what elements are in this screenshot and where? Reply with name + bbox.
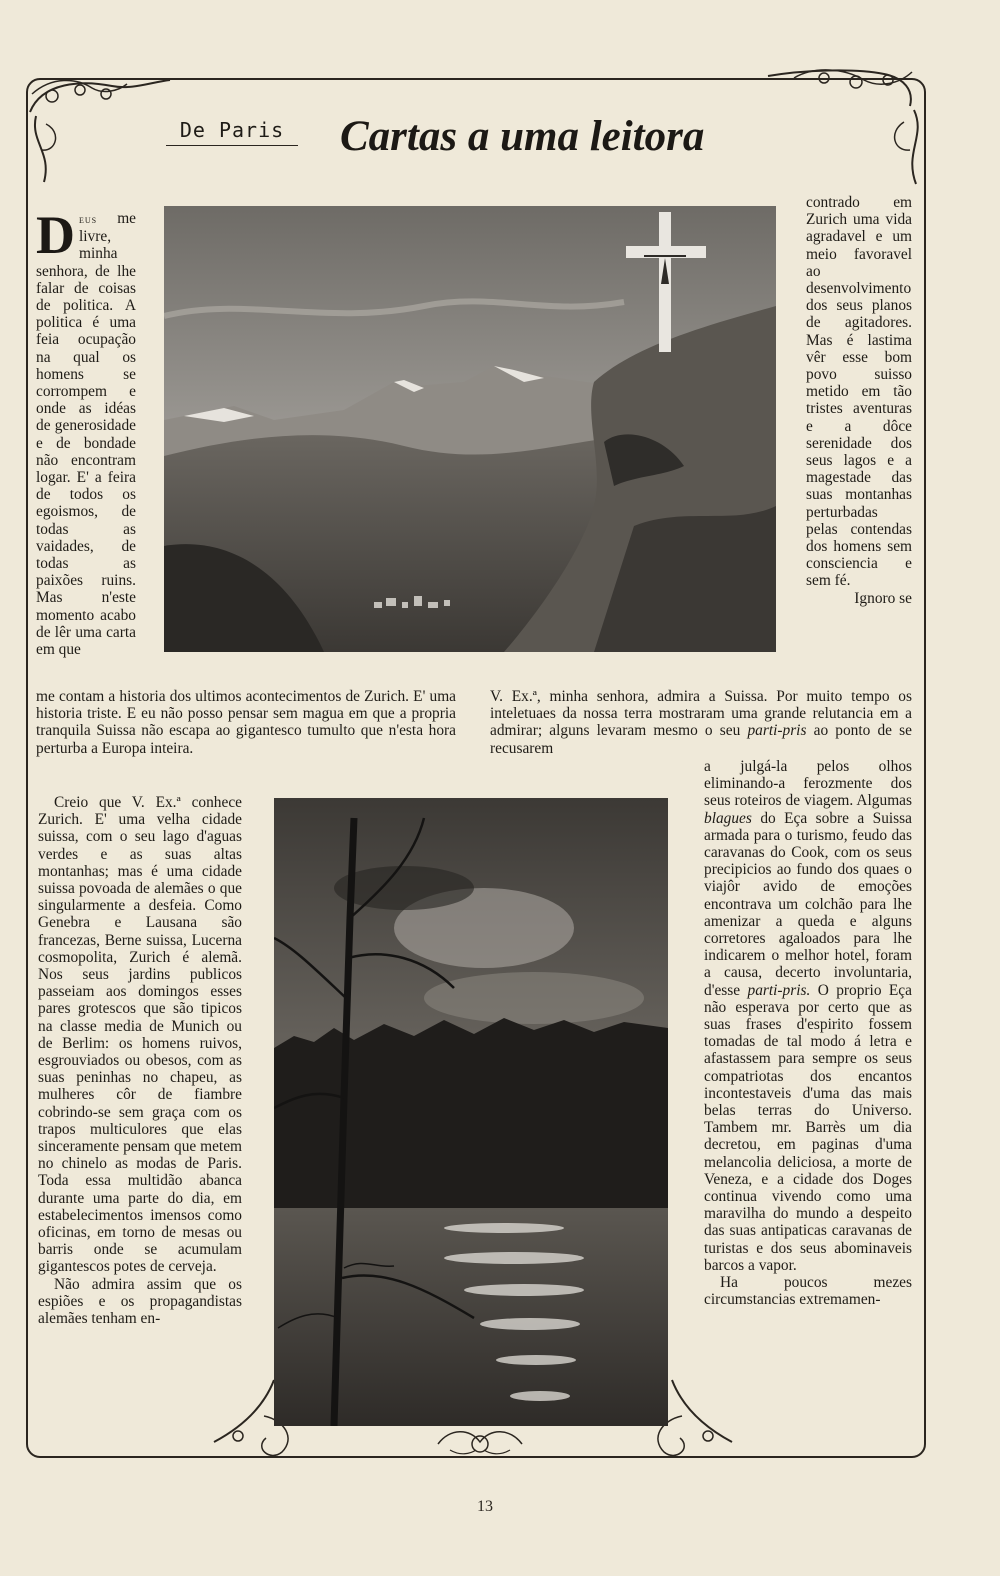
emphasis-parti-pris-2: parti-pris. — [747, 981, 811, 999]
bottom-ornament-center — [430, 1424, 530, 1460]
drop-cap: D — [36, 205, 75, 265]
article-title: Cartas a uma leitora — [340, 113, 705, 160]
paragraph-zurich-agitators: contrado em Zurich uma vida agradavel e um meio favoravel ao desenvolvimento dos seus planos de agitadores. Mas é lastima vêr esse bom povo suisso metido em tão tristes aventuras e a dôce serenidade dos seus lagos e a magestade das suas montanhas perturbadas pelas contendas dos homens sem consciencia e sem fé. — [806, 194, 912, 590]
column-right-bottom — [704, 758, 912, 1309]
column-left-top — [36, 205, 136, 659]
paragraph-zurich-events: me contam a historia dos ultimos acontecimentos de Zurich. E' uma historia triste. E eu não posso pensar sem magua em que a propria tranquila Suissa não escapa ao gigantesco tumulto que n'esta hora perturba a Europa inteira. — [36, 688, 456, 757]
column-left-bottom — [38, 794, 242, 1327]
paragraph-admira-suissa: V. Ex.ª, minha senhora, admira a Suissa. Por muito tempo os inteletuaes da nossa terra mostraram uma grande relutancia em a admirar; alguns levaram mesmo o seu parti-pris ao ponto de se recusarem — [490, 688, 912, 757]
corner-ornament-top-left — [22, 72, 172, 192]
page-number: 13 — [477, 1498, 493, 1515]
intro-smallcaps: eus — [79, 212, 98, 226]
cross-mountain-illustration — [164, 206, 776, 652]
paragraph-julga-la: a julgá-la pelos olhos eliminando-a ferozmente dos seus roteiros de viagem. Algumas blagues do Eça sobre a Suissa armada para o turismo, feudo das caravanas do Cook, com os seus precipicios ao fundo dos quaes o viajôr avido de emoções encontrava um colchão para lhe amenizar a queda e alguns corretores agaloados para lhe indicarem o melhor hotel, foram a causa, decerto involuntaria, d'esse parti-pris. O proprio Eça não esperava por certo que as suas frases d'espirito fossem tomadas de tal modo á letra e afastassem para sempre os seus compatriotas dos encantos incontestaveis d'uma das mais belas terras do Universo. Tambem mr. Barrès um dia decretou, em paginas d'uma melancolia deliciosa, a morte de Veneza, e a cidade dos Doges continua vivendo como uma maravilha do mundo a despeito das suas antipaticas caravanas de turistas e dos seus abominaveis barcos a vapor. — [704, 758, 912, 1274]
paragraph-ha-poucos: Ha poucos mezes circumstancias extremamen- — [704, 1274, 912, 1309]
column-mid-left — [36, 688, 456, 757]
emphasis-parti-pris: parti-pris — [747, 722, 807, 740]
paragraph-nao-admira: Não admira assim que os espiões e os propagandistas alemães tenham en- — [38, 1275, 242, 1328]
cross-mountain-photo — [164, 206, 776, 652]
emphasis-blagues: blagues — [704, 809, 752, 827]
intro-text: me livre, minha senhora, de lhe falar de coisas de politica. A politica é uma feia ocupação na qual os homens se corrompem e onde as idéas de generosidade e de bondade não encontram logar. E' a feira de todos os egoismos, de todas as vaidades, de todas as paixões ruins. Mas n'este momento acabo de lêr uma carta em que — [36, 210, 136, 659]
paragraph-ignoro: Ignoro se — [854, 589, 912, 607]
paragraph-intro — [36, 205, 136, 659]
paragraph-creio: Creio que V. Ex.ª conhece Zurich. E' uma velha cidade suissa, com o seu lago d'aguas verdes e as suas altas montanhas; mas é uma cidade suissa povoada de alemães o que singularmente a desfeia. Como Genebra e Lausana são francezas, Berne suissa, Lucerna cosmopolita, Zurich é alemã. Nos seus jardins publicos passeiam aos domingos esses pares grotescos que são tipicos na classe media de Munich ou de Berlim: os homens ruivos, esgrouviados ou obesos, com as suas peninhas no chapeu, as mulheres côr de fiambre cobrindo-se sem graça com os trapos multiculores que elas sinceramente pensam que metem no chinelo as modas de Paris. Toda essa multidão abanca durante uma parte do dia, em estabelecimentos imensos como oficinas, em torno de mesas ou barris onde se acumulam gigantescos potes de cerveja. — [38, 794, 242, 1276]
lake-night-illustration — [274, 798, 668, 1426]
column-mid-right — [490, 688, 912, 757]
column-right-top — [806, 194, 912, 607]
section-kicker: De Paris — [166, 118, 298, 146]
lake-night-photo — [274, 798, 668, 1426]
